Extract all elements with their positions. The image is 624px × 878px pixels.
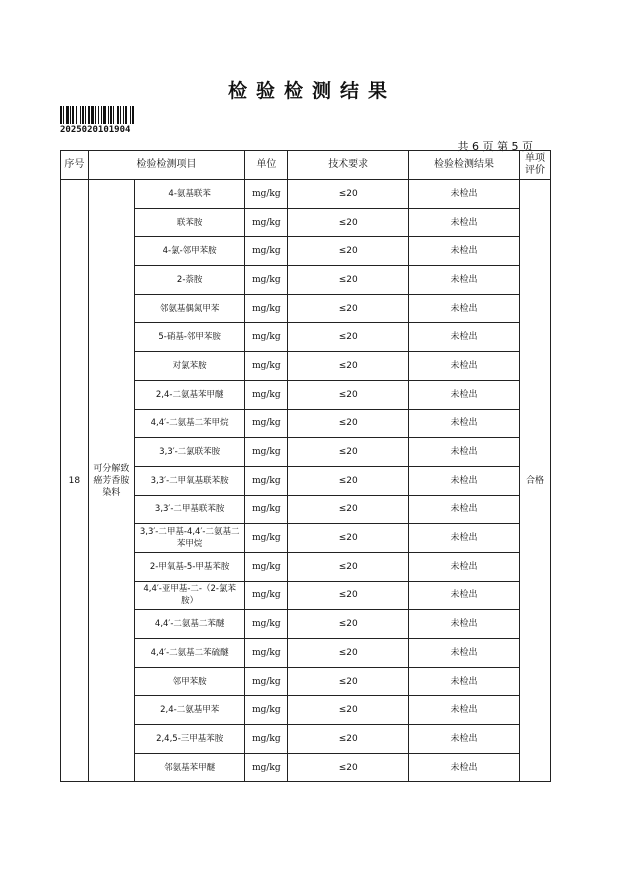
item-unit: mg/kg — [245, 725, 288, 754]
table-row — [61, 466, 551, 495]
item-result: 未检出 — [408, 495, 519, 524]
item-unit: mg/kg — [245, 753, 288, 782]
item-name: 3,3′-二甲基联苯胺 — [135, 495, 245, 524]
item-requirement: ≤20 — [288, 237, 408, 266]
item-requirement: ≤20 — [288, 208, 408, 237]
item-name: 2,4,5-三甲基苯胺 — [135, 725, 245, 754]
item-requirement: ≤20 — [288, 380, 408, 409]
table-row — [61, 639, 551, 668]
item-result: 未检出 — [408, 667, 519, 696]
item-result: 未检出 — [408, 380, 519, 409]
header-requirement: 技术要求 — [288, 151, 408, 180]
item-unit: mg/kg — [245, 696, 288, 725]
item-result: 未检出 — [408, 610, 519, 639]
item-unit: mg/kg — [245, 352, 288, 381]
item-requirement: ≤20 — [288, 180, 408, 209]
item-unit: mg/kg — [245, 294, 288, 323]
table-row — [61, 610, 551, 639]
item-unit: mg/kg — [245, 380, 288, 409]
item-name: 对氯苯胺 — [135, 352, 245, 381]
item-requirement: ≤20 — [288, 409, 408, 438]
item-requirement: ≤20 — [288, 524, 408, 553]
item-result: 未检出 — [408, 208, 519, 237]
barcode-number: 2025020101904 — [60, 125, 131, 135]
item-name: 3,3′-二甲基-4,4′-二氨基二苯甲烷 — [135, 524, 245, 553]
table-header-row — [61, 151, 551, 180]
item-name: 2,4-二氨基甲苯 — [135, 696, 245, 725]
item-unit: mg/kg — [245, 610, 288, 639]
page-indicator: 共 6 页 第 5 页 — [457, 140, 533, 153]
item-name: 5-硝基-邻甲苯胺 — [135, 323, 245, 352]
item-requirement: ≤20 — [288, 294, 408, 323]
item-requirement: ≤20 — [288, 696, 408, 725]
item-name: 2,4-二氨基苯甲醚 — [135, 380, 245, 409]
item-name: 3,3′-二氯联苯胺 — [135, 438, 245, 467]
table-row — [61, 667, 551, 696]
header-item: 检验检测项目 — [88, 151, 244, 180]
item-result: 未检出 — [408, 237, 519, 266]
item-requirement: ≤20 — [288, 610, 408, 639]
table-row — [61, 524, 551, 553]
item-name: 联苯胺 — [135, 208, 245, 237]
table-row — [61, 552, 551, 581]
item-unit: mg/kg — [245, 524, 288, 553]
item-requirement: ≤20 — [288, 466, 408, 495]
table-row — [61, 380, 551, 409]
item-unit: mg/kg — [245, 581, 288, 610]
header-evaluation: 单项评价 — [520, 151, 551, 180]
item-name: 2-萘胺 — [135, 266, 245, 295]
item-name: 邻甲苯胺 — [135, 667, 245, 696]
item-name: 2-甲氧基-5-甲基苯胺 — [135, 552, 245, 581]
item-result: 未检出 — [408, 753, 519, 782]
header-no: 序号 — [61, 151, 89, 180]
table-row — [61, 409, 551, 438]
item-unit: mg/kg — [245, 466, 288, 495]
item-result: 未检出 — [408, 581, 519, 610]
item-name: 4,4′-亚甲基-二-（2-氯苯胺） — [135, 581, 245, 610]
barcode-block — [60, 106, 134, 135]
item-name: 4-氯-邻甲苯胺 — [135, 237, 245, 266]
row-group-evaluation: 合格 — [520, 180, 551, 782]
item-result: 未检出 — [408, 524, 519, 553]
item-unit: mg/kg — [245, 438, 288, 467]
item-requirement: ≤20 — [288, 581, 408, 610]
table-row — [61, 753, 551, 782]
item-result: 未检出 — [408, 266, 519, 295]
item-requirement: ≤20 — [288, 725, 408, 754]
item-unit: mg/kg — [245, 639, 288, 668]
report-title: 检验检测结果 — [227, 80, 396, 102]
item-requirement: ≤20 — [288, 667, 408, 696]
item-name: 4-氨基联苯 — [135, 180, 245, 209]
results-table — [60, 150, 551, 782]
item-requirement: ≤20 — [288, 438, 408, 467]
table-row — [61, 180, 551, 209]
item-unit: mg/kg — [245, 552, 288, 581]
row-group-number: 18 — [61, 180, 89, 782]
table-row — [61, 495, 551, 524]
item-result: 未检出 — [408, 466, 519, 495]
item-requirement: ≤20 — [288, 352, 408, 381]
table-row — [61, 237, 551, 266]
item-requirement: ≤20 — [288, 639, 408, 668]
item-result: 未检出 — [408, 639, 519, 668]
item-requirement: ≤20 — [288, 552, 408, 581]
table-row — [61, 294, 551, 323]
table-row — [61, 266, 551, 295]
row-group-category: 可分解致癌芳香胺染料 — [88, 180, 134, 782]
item-unit: mg/kg — [245, 495, 288, 524]
table-row — [61, 208, 551, 237]
item-result: 未检出 — [408, 352, 519, 381]
item-name: 邻氨基苯甲醚 — [135, 753, 245, 782]
table-row — [61, 438, 551, 467]
item-result: 未检出 — [408, 409, 519, 438]
barcode-icon — [60, 106, 134, 124]
item-name: 4,4′-二氨基二苯硫醚 — [135, 639, 245, 668]
header-result: 检验检测结果 — [408, 151, 519, 180]
table-row — [61, 581, 551, 610]
item-name: 4,4′-二氨基二苯醚 — [135, 610, 245, 639]
item-name: 3,3′-二甲氧基联苯胺 — [135, 466, 245, 495]
item-requirement: ≤20 — [288, 323, 408, 352]
item-result: 未检出 — [408, 323, 519, 352]
item-unit: mg/kg — [245, 409, 288, 438]
table-row — [61, 323, 551, 352]
item-name: 4,4′-二氨基二苯甲烷 — [135, 409, 245, 438]
item-unit: mg/kg — [245, 667, 288, 696]
table-row — [61, 725, 551, 754]
item-result: 未检出 — [408, 696, 519, 725]
item-unit: mg/kg — [245, 208, 288, 237]
header-unit: 单位 — [245, 151, 288, 180]
item-requirement: ≤20 — [288, 266, 408, 295]
item-result: 未检出 — [408, 552, 519, 581]
item-name: 邻氨基偶氮甲苯 — [135, 294, 245, 323]
item-requirement: ≤20 — [288, 495, 408, 524]
item-unit: mg/kg — [245, 323, 288, 352]
item-result: 未检出 — [408, 725, 519, 754]
table-row — [61, 352, 551, 381]
item-unit: mg/kg — [245, 266, 288, 295]
item-unit: mg/kg — [245, 237, 288, 266]
item-result: 未检出 — [408, 294, 519, 323]
item-unit: mg/kg — [245, 180, 288, 209]
item-result: 未检出 — [408, 438, 519, 467]
table-row — [61, 696, 551, 725]
item-result: 未检出 — [408, 180, 519, 209]
item-requirement: ≤20 — [288, 753, 408, 782]
